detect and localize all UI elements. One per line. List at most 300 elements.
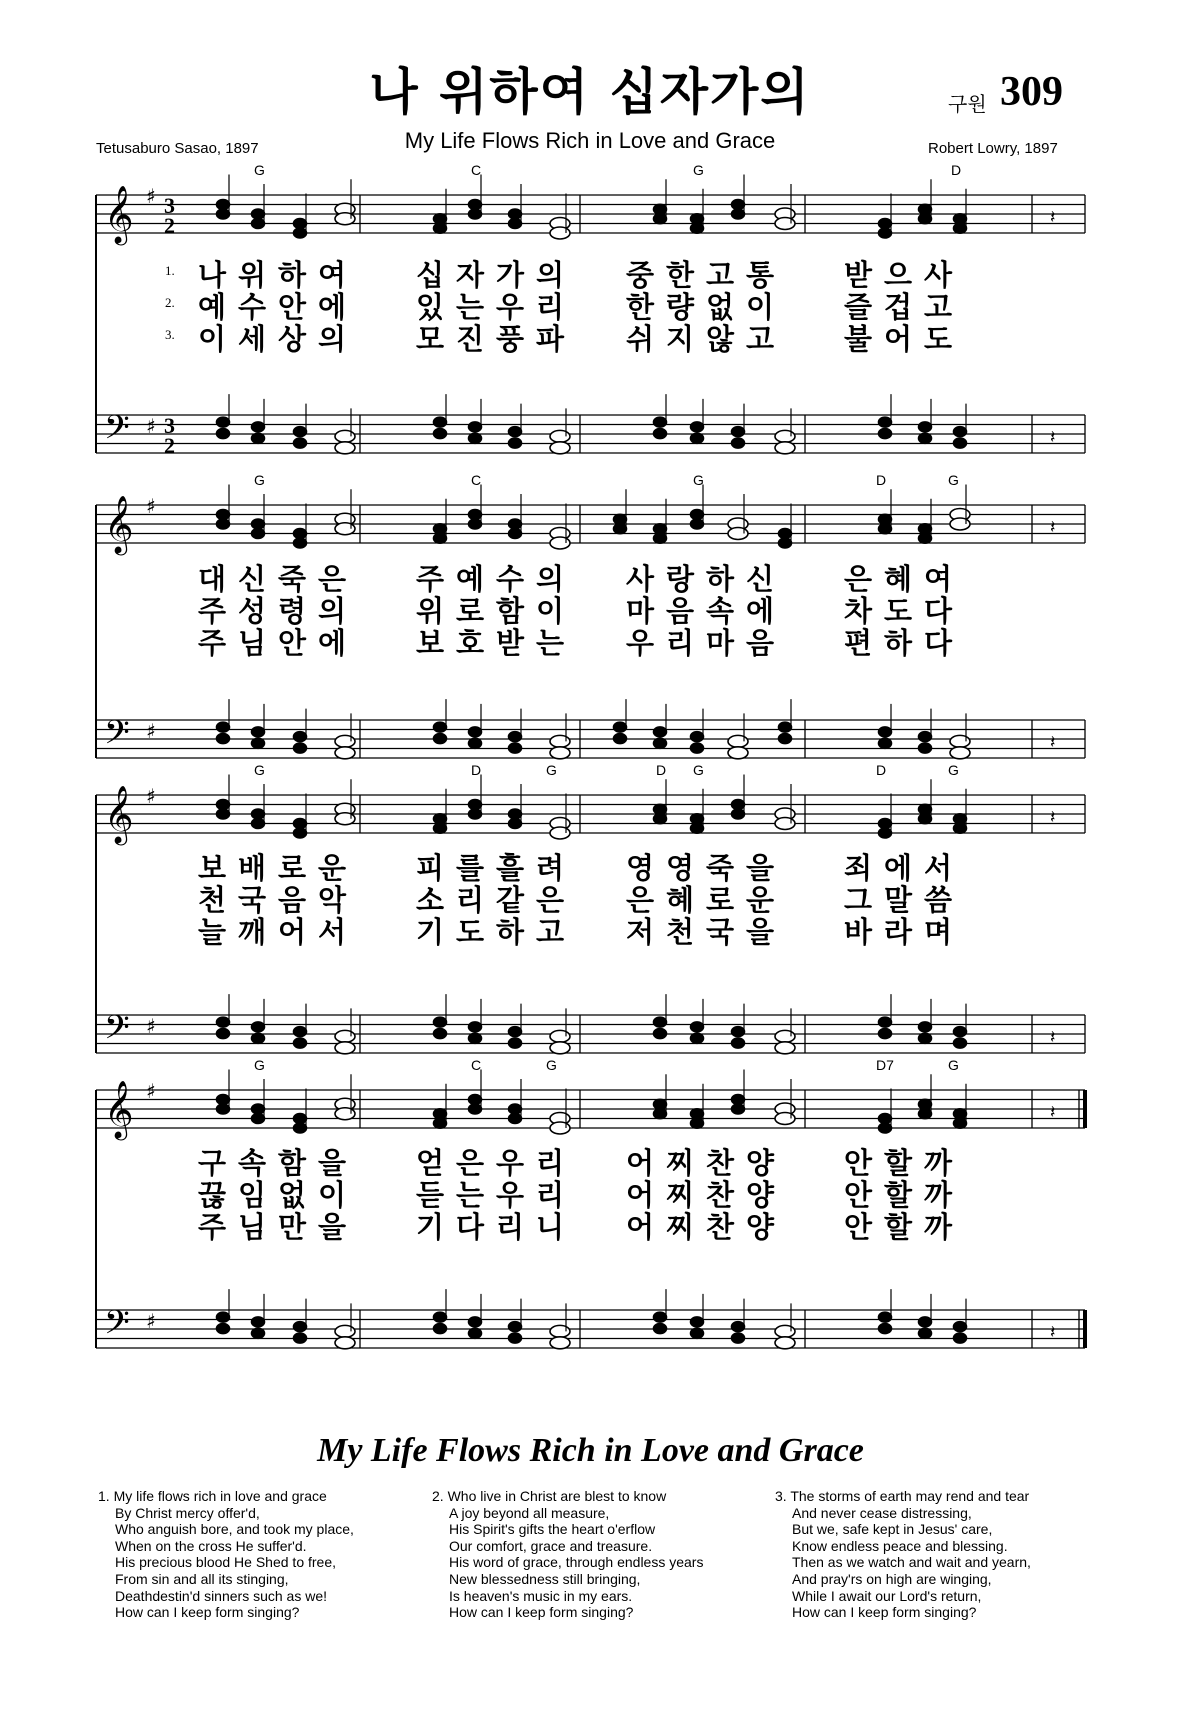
- note-head: [775, 1337, 795, 1349]
- lyric-syllable: 안: [843, 1146, 872, 1180]
- lyric-syllable: 량: [665, 290, 694, 324]
- note-head: [217, 209, 230, 219]
- note-head: [294, 1027, 307, 1037]
- verse-line: His Spirit's gifts the heart o'erflow: [449, 1521, 656, 1538]
- note-head: [691, 510, 704, 520]
- sharp-icon: ♯: [146, 494, 156, 518]
- note-head: [654, 1017, 667, 1027]
- lyric-syllable: 영: [665, 851, 694, 885]
- lyric-syllable: 신: [745, 562, 774, 596]
- lyric-syllable: 할: [883, 1210, 912, 1244]
- lyric-syllable: 받: [843, 258, 872, 292]
- sharp-icon: ♯: [146, 184, 156, 208]
- note-head: [691, 1022, 704, 1032]
- note-head: [732, 1095, 745, 1105]
- bass-clef-icon: 𝄢: [104, 1009, 130, 1055]
- note-head: [509, 1114, 522, 1124]
- note-head: [550, 1337, 570, 1349]
- chord-symbol: G: [948, 762, 959, 778]
- note-head: [775, 818, 795, 830]
- lyric-syllable: 주: [197, 594, 226, 628]
- lyric-syllable: 니: [535, 1210, 564, 1244]
- lyric-syllable: 국: [237, 883, 266, 917]
- time-signature-bottom: 2: [164, 213, 175, 238]
- note-head: [509, 743, 522, 753]
- note-head: [691, 743, 704, 753]
- note-head: [252, 1033, 265, 1043]
- lyric-syllable: 어: [883, 322, 912, 356]
- sharp-icon: ♯: [146, 1079, 156, 1103]
- note-head: [732, 1038, 745, 1048]
- lyric-syllable: 우: [625, 626, 654, 660]
- chord-symbol: G: [546, 1057, 557, 1073]
- verse-number: 3.: [165, 327, 175, 342]
- note-head: [919, 1099, 932, 1109]
- lyric-syllable: 보: [197, 851, 226, 885]
- lyric-syllable: 이: [745, 290, 774, 324]
- time-signature-top: 3: [164, 413, 175, 438]
- note-head: [509, 438, 522, 448]
- note-head: [654, 1109, 667, 1119]
- lyric-syllable: 음: [665, 594, 694, 628]
- rest-icon: 𝄽: [1050, 1102, 1056, 1123]
- chord-symbol: D: [876, 762, 887, 778]
- note-head: [434, 533, 447, 543]
- note-head: [469, 510, 482, 520]
- lyric-syllable: 한: [665, 258, 694, 292]
- note-head: [691, 1328, 704, 1338]
- note-head: [950, 735, 970, 747]
- lyric-syllable: 의: [317, 322, 346, 356]
- lyric-syllable: 마: [705, 626, 734, 660]
- lyric-syllable: 령: [277, 594, 306, 628]
- note-head: [614, 514, 627, 524]
- lyric-syllable: 배: [237, 851, 266, 885]
- lyric-syllable: 위: [415, 594, 444, 628]
- note-head: [654, 429, 667, 439]
- lyric-syllable: 자: [455, 258, 484, 292]
- lyric-syllable: 이: [197, 322, 226, 356]
- sharp-icon: ♯: [146, 1014, 156, 1038]
- lyric-syllable: 리: [535, 1178, 564, 1212]
- lyric-syllable: 같: [495, 883, 524, 917]
- lyric-syllable: 는: [535, 626, 564, 660]
- note-head: [879, 828, 892, 838]
- lyric-syllable: 이: [317, 1178, 346, 1212]
- note-head: [217, 429, 230, 439]
- note-head: [252, 209, 265, 219]
- note-head: [654, 814, 667, 824]
- lyric-syllable: 고: [745, 322, 774, 356]
- note-head: [954, 1109, 967, 1119]
- note-head: [509, 1333, 522, 1343]
- lyric-syllable: 하: [277, 258, 306, 292]
- verse-line: 1. My life flows rich in love and grace: [98, 1488, 327, 1504]
- note-head: [954, 1333, 967, 1343]
- lyric-syllable: 으: [883, 258, 912, 292]
- lyric-syllable: 찬: [705, 1146, 734, 1180]
- lyric-syllable: 사: [625, 562, 654, 596]
- note-head: [252, 519, 265, 529]
- lyric-syllable: 어: [625, 1146, 654, 1180]
- rest-icon: 𝄽: [1050, 427, 1056, 448]
- note-head: [294, 219, 307, 229]
- lyric-syllable: 깨: [237, 915, 266, 949]
- lyric-line: [0, 285, 1181, 324]
- chord-symbol: D7: [876, 1057, 894, 1073]
- lyric-syllable: 씀: [923, 883, 952, 917]
- chord-symbol: G: [693, 762, 704, 778]
- note-head: [434, 1109, 447, 1119]
- lyric-syllable: 바: [843, 915, 872, 949]
- note-head: [294, 828, 307, 838]
- verse-line: 2. Who live in Christ are blest to know: [432, 1488, 667, 1504]
- note-head: [879, 1123, 892, 1133]
- note-head: [335, 735, 355, 747]
- lyric-syllable: 이: [535, 594, 564, 628]
- note-head: [779, 722, 792, 732]
- lyric-syllable: 가: [495, 258, 524, 292]
- note-head: [294, 427, 307, 437]
- lyric-syllable: 운: [317, 851, 346, 885]
- note-head: [919, 804, 932, 814]
- note-head: [691, 433, 704, 443]
- english-verse-2: [432, 1488, 703, 1621]
- lyric-syllable: 도: [883, 594, 912, 628]
- note-head: [775, 1113, 795, 1125]
- note-head: [252, 819, 265, 829]
- lyric-syllable: 을: [317, 1146, 346, 1180]
- lyric-syllable: 저: [625, 915, 654, 949]
- note-head: [509, 732, 522, 742]
- lyric-syllable: 다: [923, 594, 952, 628]
- lyric-syllable: 은: [843, 562, 872, 596]
- note-head: [919, 1022, 932, 1032]
- lyric-syllable: 양: [745, 1210, 774, 1244]
- rest-icon: 𝄽: [1050, 517, 1056, 538]
- english-hymn-title: My Life Flows Rich in Love and Grace: [317, 1432, 864, 1469]
- note-head: [434, 524, 447, 534]
- lyric-syllable: 차: [843, 594, 872, 628]
- note-head: [879, 514, 892, 524]
- lyric-syllable: 성: [237, 594, 266, 628]
- note-head: [217, 1029, 230, 1039]
- note-head: [550, 430, 570, 442]
- hymn-subtitle-english: My Life Flows Rich in Love and Grace: [404, 128, 776, 153]
- note-head: [775, 1042, 795, 1054]
- lyricist-credit: Tetusaburo Sasao, 1897: [96, 140, 259, 157]
- note-head: [775, 218, 795, 230]
- note-head: [434, 722, 447, 732]
- note-head: [919, 814, 932, 824]
- note-head: [335, 1108, 355, 1120]
- rest-icon: 𝄽: [1050, 207, 1056, 228]
- lyric-syllable: 만: [277, 1210, 306, 1244]
- note-head: [691, 223, 704, 233]
- note-head: [550, 537, 570, 549]
- note-head: [614, 722, 627, 732]
- lyric-syllable: 국: [705, 915, 734, 949]
- lyric-syllable: 마: [625, 594, 654, 628]
- note-head: [434, 1017, 447, 1027]
- chord-symbol: G: [254, 472, 265, 488]
- lyric-syllable: 죽: [277, 562, 306, 596]
- note-head: [294, 438, 307, 448]
- lyric-syllable: 여: [923, 562, 952, 596]
- lyric-line: [0, 878, 1181, 917]
- lyric-syllable: 얻: [415, 1146, 444, 1180]
- lyric-syllable: 하: [495, 915, 524, 949]
- lyric-syllable: 안: [843, 1178, 872, 1212]
- lyric-syllable: 까: [923, 1146, 952, 1180]
- lyric-syllable: 찌: [665, 1146, 694, 1180]
- note-head: [732, 427, 745, 437]
- note-head: [691, 1118, 704, 1128]
- note-head: [919, 1317, 932, 1327]
- lyric-syllable: 편: [843, 626, 872, 660]
- note-head: [728, 747, 748, 759]
- note-head: [217, 1312, 230, 1322]
- note-head: [954, 1322, 967, 1332]
- note-head: [919, 1109, 932, 1119]
- lyric-syllable: 고: [705, 258, 734, 292]
- note-head: [550, 1030, 570, 1042]
- rest-icon: 𝄽: [1050, 732, 1056, 753]
- note-head: [434, 214, 447, 224]
- lyric-syllable: 어: [277, 915, 306, 949]
- note-head: [879, 524, 892, 534]
- lyric-line: [0, 1205, 1181, 1244]
- lyric-syllable: 님: [237, 626, 266, 660]
- lyric-syllable: 중: [625, 258, 654, 292]
- verse-line: And pray'rs on high are winging,: [792, 1570, 992, 1587]
- note-head: [879, 819, 892, 829]
- note-head: [217, 519, 230, 529]
- lyric-syllable: 흘: [495, 851, 524, 885]
- note-head: [779, 538, 792, 548]
- lyric-syllable: 할: [883, 1146, 912, 1180]
- note-head: [509, 427, 522, 437]
- note-head: [919, 204, 932, 214]
- lyric-syllable: 사: [923, 258, 952, 292]
- note-head: [252, 809, 265, 819]
- note-head: [691, 422, 704, 432]
- sharp-icon: ♯: [146, 784, 156, 808]
- lyric-syllable: 에: [317, 626, 346, 660]
- lyric-syllable: 예: [197, 290, 226, 324]
- chord-symbol: D: [951, 162, 962, 178]
- chord-symbol: G: [948, 1057, 959, 1073]
- lyric-syllable: 까: [923, 1178, 952, 1212]
- bass-clef-icon: 𝄢: [104, 1304, 130, 1350]
- note-head: [732, 800, 745, 810]
- note-head: [509, 1322, 522, 1332]
- time-signature-bottom: 2: [164, 433, 175, 458]
- chord-symbol: G: [254, 162, 265, 178]
- note-head: [509, 519, 522, 529]
- note-head: [469, 727, 482, 737]
- note-head: [252, 1114, 265, 1124]
- verse-number: 2.: [165, 295, 175, 310]
- lyric-syllable: 양: [745, 1146, 774, 1180]
- lyric-syllable: 주: [197, 1210, 226, 1244]
- lyric-syllable: 하: [705, 562, 734, 596]
- lyric-syllable: 천: [197, 883, 226, 917]
- note-head: [335, 813, 355, 825]
- note-head: [654, 524, 667, 534]
- note-head: [469, 809, 482, 819]
- note-head: [954, 814, 967, 824]
- verse-line: How can I keep form singing?: [792, 1604, 977, 1621]
- note-head: [469, 519, 482, 529]
- lyric-syllable: 찬: [705, 1210, 734, 1244]
- lyric-syllable: 운: [745, 883, 774, 917]
- lyric-syllable: 풍: [495, 322, 524, 356]
- bass-clef-icon: 𝄢: [104, 714, 130, 760]
- lyric-syllable: 로: [277, 851, 306, 885]
- english-verse-1: [98, 1488, 354, 1621]
- note-head: [294, 1114, 307, 1124]
- note-head: [509, 529, 522, 539]
- lyric-syllable: 죽: [705, 851, 734, 885]
- lyric-syllable: 위: [237, 258, 266, 292]
- note-head: [919, 533, 932, 543]
- lyric-syllable: 로: [705, 883, 734, 917]
- verse-line: Is heaven's music in my ears.: [449, 1587, 633, 1604]
- lyric-syllable: 을: [317, 1210, 346, 1244]
- note-head: [654, 1312, 667, 1322]
- note-head: [335, 1030, 355, 1042]
- note-head: [469, 1317, 482, 1327]
- note-head: [434, 429, 447, 439]
- lyric-syllable: 어: [625, 1178, 654, 1212]
- note-head: [550, 747, 570, 759]
- lyric-syllable: 에: [883, 851, 912, 885]
- note-head: [252, 1317, 265, 1327]
- note-head: [217, 809, 230, 819]
- lyric-syllable: 라: [883, 915, 912, 949]
- lyric-syllable: 리: [455, 883, 484, 917]
- lyric-syllable: 죄: [843, 851, 872, 885]
- verse-line: New blessedness still bringing,: [449, 1570, 641, 1587]
- note-head: [252, 1022, 265, 1032]
- note-head: [879, 219, 892, 229]
- note-head: [294, 1123, 307, 1133]
- verse-line: When on the cross He suffer'd.: [115, 1537, 307, 1554]
- lyric-syllable: 구: [197, 1146, 226, 1180]
- note-head: [654, 533, 667, 543]
- note-head: [217, 1104, 230, 1114]
- lyric-syllable: 의: [535, 562, 564, 596]
- note-head: [550, 827, 570, 839]
- note-head: [919, 1328, 932, 1338]
- note-head: [691, 1033, 704, 1043]
- lyric-syllable: 하: [883, 626, 912, 660]
- note-head: [434, 1029, 447, 1039]
- note-head: [954, 223, 967, 233]
- lyric-syllable: 세: [237, 322, 266, 356]
- lyric-syllable: 속: [705, 594, 734, 628]
- lyric-line: [0, 589, 1181, 628]
- note-head: [509, 209, 522, 219]
- lyric-syllable: 님: [237, 1210, 266, 1244]
- lyric-syllable: 피: [415, 851, 444, 885]
- lyric-syllable: 우: [495, 1178, 524, 1212]
- note-head: [252, 1328, 265, 1338]
- note-head: [954, 438, 967, 448]
- lyric-line: [0, 621, 1181, 660]
- verse-line: 3. The storms of earth may rend and tear: [775, 1488, 1030, 1504]
- verse-number: 1.: [165, 263, 175, 278]
- verse-line: Who anguish bore, and took my place,: [115, 1521, 354, 1538]
- note-head: [779, 529, 792, 539]
- lyric-syllable: 를: [455, 851, 484, 885]
- sharp-icon: ♯: [146, 1309, 156, 1333]
- verse-line: How can I keep form singing?: [115, 1604, 300, 1621]
- note-head: [919, 743, 932, 753]
- rest-icon: 𝄽: [1050, 1027, 1056, 1048]
- lyric-syllable: 불: [843, 322, 872, 356]
- note-head: [654, 1099, 667, 1109]
- lyric-syllable: 있: [415, 290, 444, 324]
- note-head: [335, 430, 355, 442]
- lyric-line: [0, 846, 1181, 885]
- note-head: [335, 1042, 355, 1054]
- note-head: [879, 1029, 892, 1039]
- verse-line: Deathdestin'd sinners such as we!: [115, 1587, 328, 1604]
- note-head: [654, 804, 667, 814]
- lyric-syllable: 안: [843, 1210, 872, 1244]
- lyric-syllable: 서: [923, 851, 952, 885]
- note-head: [434, 814, 447, 824]
- chord-symbol: G: [693, 162, 704, 178]
- note-head: [434, 417, 447, 427]
- note-head: [775, 442, 795, 454]
- verse-line: And never cease distressing,: [792, 1504, 972, 1521]
- lyric-line: [0, 1173, 1181, 1212]
- note-head: [775, 1030, 795, 1042]
- note-head: [294, 732, 307, 742]
- note-head: [294, 228, 307, 238]
- verse-line: But we, safe kept in Jesus' care,: [792, 1521, 993, 1538]
- note-head: [294, 1038, 307, 1048]
- lyric-syllable: 함: [277, 1146, 306, 1180]
- lyric-syllable: 악: [317, 883, 346, 917]
- note-head: [550, 442, 570, 454]
- lyric-syllable: 는: [455, 290, 484, 324]
- note-head: [954, 1118, 967, 1128]
- note-head: [919, 214, 932, 224]
- note-head: [779, 734, 792, 744]
- note-head: [879, 1017, 892, 1027]
- note-head: [434, 734, 447, 744]
- verse-line: While I await our Lord's return,: [792, 1587, 982, 1604]
- lyric-syllable: 에: [745, 594, 774, 628]
- lyric-syllable: 랑: [665, 562, 694, 596]
- note-head: [217, 417, 230, 427]
- lyric-syllable: 주: [197, 626, 226, 660]
- bass-clef-icon: 𝄢: [104, 409, 130, 455]
- note-head: [919, 732, 932, 742]
- note-head: [728, 735, 748, 747]
- lyric-syllable: 양: [745, 1178, 774, 1212]
- lyric-syllable: 늘: [197, 915, 226, 949]
- note-head: [954, 823, 967, 833]
- lyric-syllable: 고: [535, 915, 564, 949]
- lyric-syllable: 의: [317, 594, 346, 628]
- note-head: [469, 1104, 482, 1114]
- note-head: [950, 518, 970, 530]
